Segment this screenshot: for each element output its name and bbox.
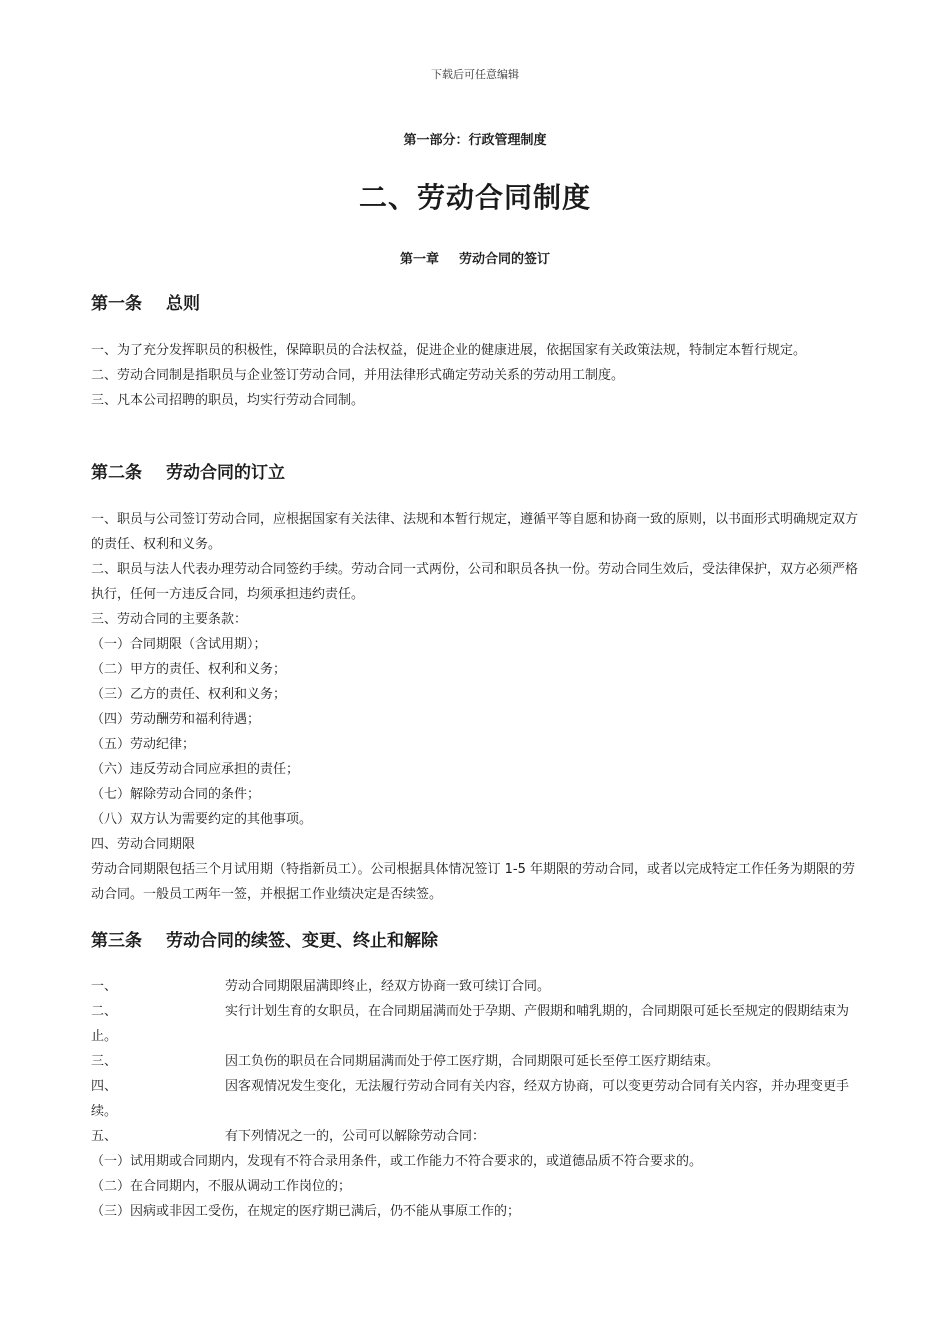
section-2-body [91,507,861,907]
item-text: 因客观情况发生变化，无法履行劳动合同有关内容，经双方协商，可以变更劳动合同有关内容，并办理变更手续。 [91,1079,850,1119]
item-number: 二、 [91,1004,118,1019]
section-heading [91,929,861,953]
chapter-title [0,248,950,267]
paragraph: 二、劳动合同制是指职员与企业签订劳动合同，并用法律形式确定劳动关系的劳动用工制度。 [91,368,625,383]
paragraph: 一、职员与公司签订劳动合同，应根据国家有关法律、法规和本暂行规定，遵循平等自愿和协商一致的原则，以书面形式明确规定双方的责任、权利和义务。 [91,512,859,552]
item-text: 因工负伤的职员在合同期届满而处于停工医疗期，合同期限可延长至停工医疗期结束。 [225,1054,720,1069]
list-item: （六）违反劳动合同应承担的责任； [91,762,300,777]
chapter-label: 第一章 [399,252,439,267]
list-item: （一）合同期限（含试用期）； [91,637,267,652]
item-number: 一、 [91,979,118,994]
section-1-body [91,338,861,413]
numbered-item [91,1074,861,1124]
item-text: 有下列情况之一的，公司可以解除劳动合同： [225,1129,486,1144]
numbered-item [91,1124,861,1149]
main-title: 二、劳动合同制度 [358,181,591,214]
list-item: （一）试用期或合同期内，发现有不符合录用条件，或工作能力不符合要求的，或道德品质不符合要求的。 [91,1154,703,1169]
item-text: 劳动合同期限届满即终止，经双方协商一致可续订合同。 [225,979,551,994]
numbered-item [91,999,861,1049]
paragraph: 二、职员与法人代表办理劳动合同签约手续。劳动合同一式两份，公司和职员各执一份。劳动合同生效后，受法律保护，双方必须严格执行，任何一方违反合同，均须承担违约责任。 [91,562,859,602]
paragraph: 一、为了充分发挥职员的积极性，保障职员的合法权益，促进企业的健康进展，依据国家有关政策法规，特制定本暂行规定。 [91,343,807,358]
section-name: 劳动合同的续签、变更、终止和解除 [166,931,438,951]
section-1 [91,292,861,316]
item-number: 五、 [91,1129,118,1144]
section-label: 第二条 [91,463,142,483]
section-heading [91,461,861,485]
numbered-item [91,1049,861,1074]
list-item: （二）在合同期内，不服从调动工作岗位的； [91,1179,352,1194]
part-title: 第一部分：行政管理制度 [403,133,547,148]
numbered-item [91,974,861,999]
paragraph: 劳动合同期限包括三个月试用期（特指新员工）。公司根据具体情况签订 1-5 年期限的劳动合同，或者以完成特定工作任务为期限的劳动合同。一般员工两年一签，并根据工作业绩决定是否续签。 [91,862,855,902]
list-item: （三）乙方的责任、权利和义务； [91,687,287,702]
list-item: （三）因病或非因工受伤，在规定的医疗期已满后，仍不能从事原工作的； [91,1204,521,1219]
item-number: 三、 [91,1054,118,1069]
paragraph: 三、凡本公司招聘的职员，均实行劳动合同制。 [91,393,365,408]
chapter-name: 劳动合同的签订 [459,252,551,267]
section-3-body [91,974,861,1224]
item-number: 四、 [91,1079,118,1094]
section-heading [91,292,861,316]
section-label: 第一条 [91,294,142,314]
list-item: （四）劳动酬劳和福利待遇； [91,712,261,727]
section-3 [91,929,861,953]
section-name: 劳动合同的订立 [166,463,285,483]
list-item: （五）劳动纪律； [91,737,196,752]
paragraph: 三、劳动合同的主要条款： [91,612,248,627]
section-2 [91,461,861,485]
item-text: 实行计划生育的女职员，在合同期届满而处于孕期、产假期和哺乳期的，合同期限可延长至规定的假期结束为止。 [91,1004,850,1044]
paragraph: 四、劳动合同期限 [91,837,196,852]
section-label: 第三条 [91,931,142,951]
list-item: （八）双方认为需要约定的其他事项。 [91,812,313,827]
list-item: （二）甲方的责任、权利和义务； [91,662,287,677]
section-name: 总则 [166,294,200,314]
list-item: （七）解除劳动合同的条件； [91,787,261,802]
header-note: 下载后可任意编辑 [431,68,519,81]
